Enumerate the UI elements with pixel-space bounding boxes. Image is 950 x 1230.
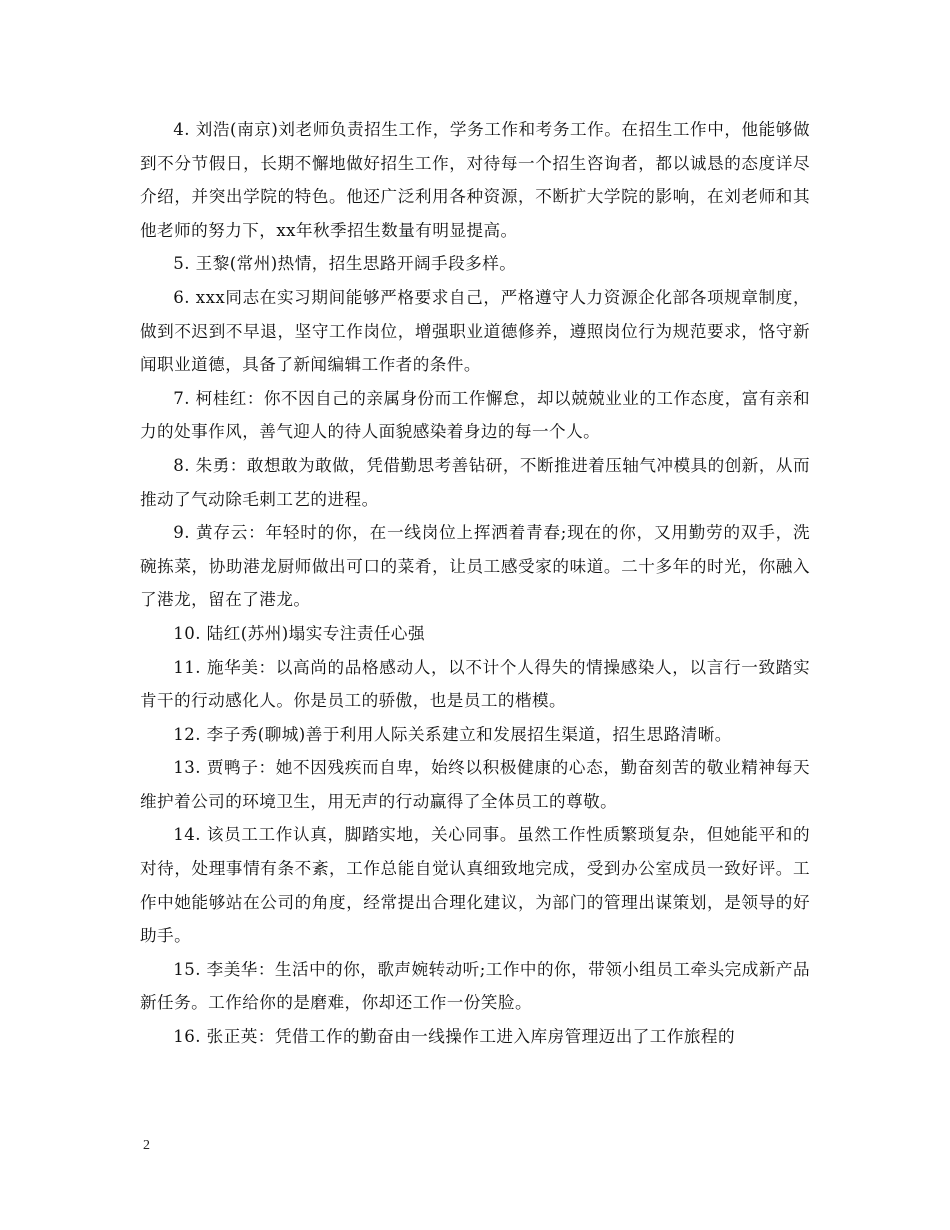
paragraph-4: 4. 刘浩(南京)刘老师负责招生工作，学务工作和考务工作。在招生工作中，他能够做到不分节假日，长期不懈地做好招生工作，对待每一个招生咨询者，都以诚恳的态度详尽介绍，并突出学院的特色。他还广泛利用各种资源，不断扩大学院的影响，在刘老师和其他老师的努力下，xx年秋季招生数量有明显提高。 — [140, 120, 810, 240]
paragraph-7: 7. 柯桂红：你不因自己的亲属身份而工作懈怠，却以兢兢业业的工作态度，富有亲和力的处事作风，善气迎人的待人面貌感染着身边的每一个人。 — [140, 388, 810, 442]
page-number: 2 — [143, 1138, 150, 1153]
paragraph-10: 10. 陆红(苏州)塌实专注责任心强 — [173, 623, 426, 643]
paragraph-11: 11. 施华美：以高尚的品格感动人，以不计个人得失的情操感染人，以言行一致踏实肯干的行动感化人。你是员工的骄傲，也是员工的楷模。 — [140, 657, 810, 711]
paragraph-12: 12. 李子秀(聊城)善于利用人际关系建立和发展招生渠道，招生思路清晰。 — [173, 724, 732, 744]
paragraph-9: 9. 黄存云：年轻时的你，在一线岗位上挥洒着青春;现在的你，又用勤劳的双手，洗碗拣菜，协助港龙厨师做出可口的菜肴，让员工感受家的味道。二十多年的时光，你融入了港龙，留在了港龙。 — [140, 523, 810, 610]
paragraph-8: 8. 朱勇：敢想敢为敢做，凭借勤思考善钻研，不断推进着压轴气冲模具的创新，从而推动了气动除毛刺工艺的进程。 — [140, 455, 810, 509]
paragraph-16: 16. 张正英：凭借工作的勤奋由一线操作工进入库房管理迈出了工作旅程的 — [173, 1027, 736, 1047]
paragraph-5: 5. 王黎(常州)热情，招生思路开阔手段多样。 — [173, 254, 517, 274]
paragraph-15: 15. 李美华：生活中的你，歌声婉转动听;工作中的你，带领小组员工牵头完成新产品新任务。工作给你的是磨难，你却还工作一份笑脸。 — [140, 959, 810, 1013]
paragraph-13: 13. 贾鸭子：她不因残疾而自卑，始终以积极健康的心态，勤奋刻苦的敬业精神每天维护着公司的环境卫生，用无声的行动赢得了全体员工的尊敬。 — [140, 758, 810, 811]
paragraph-14: 14. 该员工工作认真，脚踏实地，关心同事。虽然工作性质繁琐复杂，但她能平和的对待，处理事情有条不紊，工作总能自觉认真细致地完成，受到办公室成员一致好评。工作中她能够站在公司的角度，经常提出合理化建议，为部门的管理出谋策划，是领导的好助手。 — [140, 825, 810, 946]
document-body — [140, 113, 810, 1054]
paragraph-6: 6. xxx同志在实习期间能够严格要求自己，严格遵守人力资源企化部各项规章制度，做到不迟到不早退，坚守工作岗位，增强职业道德修养，遵照岗位行为规范要求，恪守新闻职业道德，具备了新闻编辑工作者的条件。 — [140, 287, 810, 375]
